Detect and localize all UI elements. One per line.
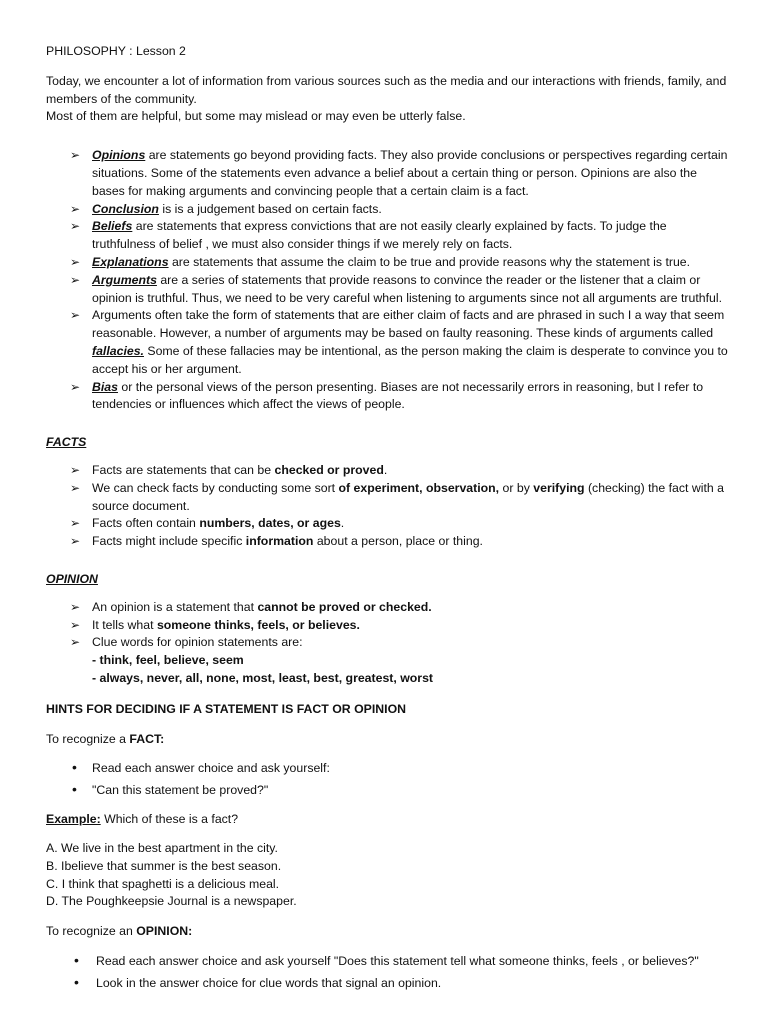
arrow-bullet-icon: ➢ <box>70 148 81 163</box>
arrow-bullet-icon: ➢ <box>70 462 81 477</box>
definition-explanations <box>46 254 728 272</box>
example-question: Which of these is a fact? <box>100 812 239 827</box>
fact-item <box>46 480 728 516</box>
definition-term: Opinions <box>92 148 146 163</box>
arrow-bullet-icon: ➢ <box>70 534 81 549</box>
fact-hint-text: "Can this statement be proved?" <box>92 783 269 798</box>
opinion-emphasis: someone thinks, feels, or believes. <box>156 617 360 632</box>
option-b: B. Ibelieve that summer is the best season. <box>46 858 282 873</box>
definition-term: Beliefs <box>92 219 133 234</box>
opinion-text: It tells what <box>92 617 157 632</box>
intro-paragraph <box>46 73 728 126</box>
opinion-item <box>46 634 728 687</box>
definition-text: are a series of statements that provide reasons to convince the reader or the listener that a claim or opinion is truthful. Thus, we need to be very careful when listening to arguments since not all arguments are truthful. <box>92 272 722 305</box>
fallacies-text-after: Some of these fallacies may be intentional, as the person making the claim is desperate to convince you to accept his or her argument. <box>92 343 728 376</box>
definition-text: is is a judgement based on certain facts. <box>158 201 382 216</box>
arrow-bullet-icon: ➢ <box>70 635 81 650</box>
dot-bullet-icon: • <box>74 952 79 969</box>
definitions-list <box>46 147 728 414</box>
example-options <box>46 840 728 911</box>
opinion-hints-list <box>46 952 728 992</box>
fact-text: . <box>383 462 388 477</box>
fact-text: Facts are statements that can be <box>92 462 275 477</box>
definition-text: are statements go beyond providing facts. They also provide conclusions or perspectives regarding certain situations. Some of the statements even advance a belief about a certain thing or person. Opinions are also the bases for making arguments and convincing people that a certain claim is a fact. <box>92 148 728 198</box>
fact-emphasis: information <box>245 534 314 549</box>
dot-bullet-icon: • <box>72 759 77 776</box>
definition-arguments <box>46 272 728 308</box>
clue-words-1: - think, feel, believe, seem <box>92 653 244 668</box>
lesson-title: PHILOSOPHY : Lesson 2 <box>46 44 186 58</box>
fact-hint-text: Read each answer choice and ask yourself: <box>92 761 330 776</box>
fact-emphasis: of experiment, observation, <box>338 480 500 495</box>
opinion-list <box>46 599 728 688</box>
arrow-bullet-icon: ➢ <box>70 379 81 394</box>
opinion-item <box>46 617 728 635</box>
option-a: A. We live in the best apartment in the city. <box>46 841 278 856</box>
fact-emphasis: checked or proved <box>274 462 384 477</box>
opinion-hint-item <box>46 974 728 992</box>
opinion-text: Clue words for opinion statements are: <box>92 635 303 650</box>
facts-list <box>46 462 728 551</box>
option-d: D. The Poughkeepsie Journal is a newspaper. <box>46 894 297 909</box>
intro-line-1: Today, we encounter a lot of information from various sources such as the media and our interactions with friends, family, and members of the community. <box>46 73 727 106</box>
facts-heading: FACTS <box>46 435 87 450</box>
fact-text: or by <box>499 480 534 495</box>
fact-text: about a person, place or thing. <box>313 534 483 549</box>
opinion-recognize-text: To recognize an <box>46 924 137 939</box>
fact-text: . <box>340 516 345 531</box>
fact-recognize-text: To recognize a <box>46 731 130 746</box>
definition-term: Explanations <box>92 254 169 269</box>
arrow-bullet-icon: ➢ <box>70 480 81 495</box>
opinion-hint-text: Read each answer choice and ask yourself "Does this statement tell what someone thinks, feels , or believes?" <box>96 954 699 969</box>
example-label: Example: <box>46 812 101 827</box>
fallacies-text-before: Arguments often take the form of statements that are either claim of facts and are phrased in such I a way that seem reasonable. However, a number of arguments may be based on faulty reasoning. These kinds of arguments called <box>92 308 725 341</box>
definition-bias <box>46 379 728 415</box>
fact-emphasis: numbers, dates, or ages <box>199 516 341 531</box>
definition-beliefs <box>46 218 728 254</box>
opinion-text: An opinion is a statement that <box>92 599 258 614</box>
arrow-bullet-icon: ➢ <box>70 219 81 234</box>
bias-text: or the personal views of the person presenting. Biases are not necessarily errors in reasoning, but I refer to tendencies or influences which affect the views of people. <box>92 379 704 412</box>
fallacies-term: fallacies. <box>92 343 144 358</box>
arrow-bullet-icon: ➢ <box>70 599 81 614</box>
arrow-bullet-icon: ➢ <box>70 201 81 216</box>
arrow-bullet-icon: ➢ <box>70 308 81 323</box>
fact-hint-item <box>46 781 728 799</box>
opinion-item <box>46 599 728 617</box>
definition-fallacies <box>46 307 728 378</box>
bias-term: Bias <box>92 379 118 394</box>
fact-emphasis: verifying <box>533 480 585 495</box>
opinion-hint-text: Look in the answer choice for clue words that signal an opinion. <box>96 976 442 991</box>
definition-opinions <box>46 147 728 200</box>
dot-bullet-icon: • <box>72 781 77 798</box>
arrow-bullet-icon: ➢ <box>70 516 81 531</box>
definition-text: are statements that assume the claim to be true and provide reasons why the statement is true. <box>168 254 691 269</box>
clue-words-2: - always, never, all, none, most, least, best, greatest, worst <box>92 670 434 685</box>
fact-text: We can check facts by conducting some sort <box>92 480 339 495</box>
fact-text: Facts might include specific <box>92 534 246 549</box>
hints-title: HINTS FOR DECIDING IF A STATEMENT IS FACT OR OPINION <box>46 701 407 716</box>
fact-text: (checking) the fact with a source document. <box>92 480 724 513</box>
arrow-bullet-icon: ➢ <box>70 254 81 269</box>
definition-conclusion <box>46 201 728 219</box>
opinion-recognize-word: OPINION: <box>136 924 193 939</box>
fact-item <box>46 515 728 533</box>
definition-text: are statements that express convictions that are not easily clearly explained by facts. To judge the truthfulness of belief , we must also consider things if we merely rely on facts. <box>92 219 667 252</box>
fact-hints-list <box>46 759 728 799</box>
fact-item <box>46 533 728 551</box>
opinion-heading: OPINION <box>46 571 98 586</box>
fact-recognize-line <box>46 731 728 749</box>
fact-hint-item <box>46 759 728 777</box>
dot-bullet-icon: • <box>74 974 79 991</box>
fact-text: Facts often contain <box>92 516 200 531</box>
opinion-emphasis: cannot be proved or checked. <box>257 599 432 614</box>
definition-term: Conclusion <box>92 201 159 216</box>
arrow-bullet-icon: ➢ <box>70 272 81 287</box>
opinion-hint-item <box>46 952 728 970</box>
option-c: C. I think that spaghetti is a delicious meal. <box>46 876 280 891</box>
definition-term: Arguments <box>92 272 157 287</box>
intro-line-2: Most of them are helpful, but some may mislead or may even be utterly false. <box>46 109 466 124</box>
fact-item <box>46 462 728 480</box>
example-line <box>46 811 728 829</box>
fact-recognize-word: FACT: <box>129 731 165 746</box>
opinion-recognize-line <box>46 923 728 941</box>
arrow-bullet-icon: ➢ <box>70 617 81 632</box>
